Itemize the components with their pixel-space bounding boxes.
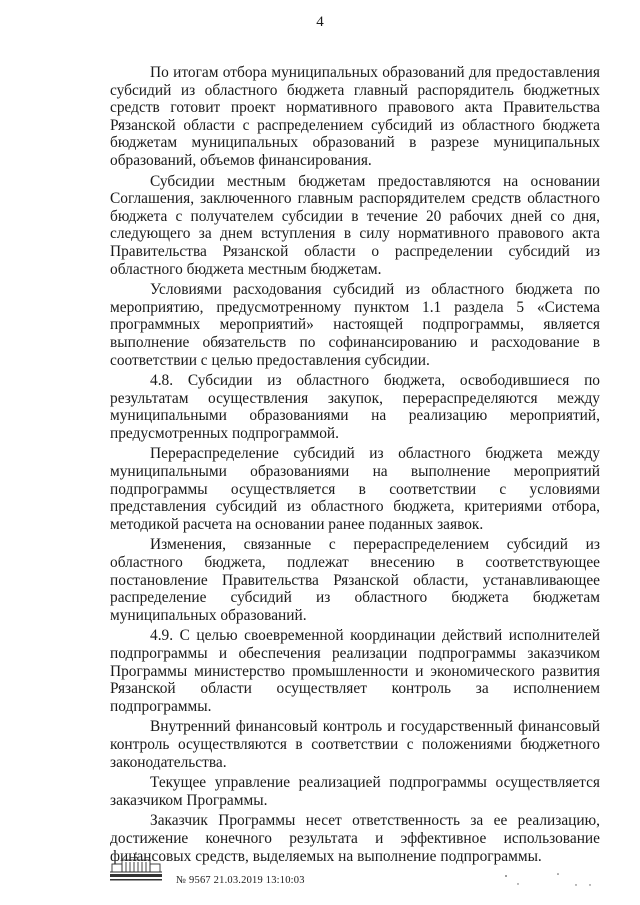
paragraph: Текущее управление реализацией подпрограммы осуществляется заказчиком Программы. — [110, 774, 600, 809]
paragraph: Заказчик Программы несет ответственность за ее реализацию, достижение конечного результата и эффективное использование финансовых средств, выделяемых на выполнение подпрограммы. — [110, 812, 600, 865]
paragraph: 4.9. С целью своевременной координации действий исполнителей подпрограммы и обеспечения реализации подпрограммы заказчиком Программы министерство промышленности и экономического развития Рязанской области осуществляет контроль за исполнением подпрограммы. — [110, 627, 600, 715]
government-building-logo — [108, 850, 164, 884]
paragraph: Внутренний финансовый контроль и государственный финансовый контроль осуществляются в соответствии с положениями бюджетного законодательства. — [110, 718, 600, 771]
paragraph: Субсидии местным бюджетам предоставляются на основании Соглашения, заключенного главным распорядителем средств областного бюджета с получателем субсидии в течение 20 рабочих дней со дня, следующего за днем вступления в силу нормативного правового акта Правительства Рязанской области о распределении субсидий из областного бюджета местным бюджетам. — [110, 172, 600, 278]
document-body — [110, 64, 600, 868]
document-registration-stamp: № 9567 21.03.2019 13:10:03 — [176, 875, 305, 886]
scan-artifact-dots — [500, 870, 630, 890]
paragraph: Условиями расходования субсидий из областного бюджета по мероприятию, предусмотренному пунктом 1.1 раздела 5 «Система программных мероприятий» настоящей подпрограммы, является выполнение обязательств по софинансированию и расходование в соответствии с целью предоставления субсидии. — [110, 281, 600, 369]
page-number: 4 — [316, 14, 324, 30]
paragraph: Изменения, связанные с перераспределением субсидий из областного бюджета, подлежат внесению в соответствующее постановление Правительства Рязанской области, устанавливающее распределение субсидий из областного бюджета бюджетам муниципальных образований. — [110, 536, 600, 624]
paragraph: По итогам отбора муниципальных образований для предоставления субсидий из областного бюджета главный распорядитель бюджетных средств готовит проект нормативного правового акта Правительства Рязанской области с распределением субсидий из областного бюджета бюджетам муниципальных образований в разрезе муниципальных образований, объемов финансирования. — [110, 64, 600, 169]
paragraph: Перераспределение субсидий из областного бюджета между муниципальными образованиями на выполнение мероприятий подпрограммы осуществляется в соответствии с условиями представления субсидий из областного бюджета, критериями отбора, методикой расчета на основании ранее поданных заявок. — [110, 445, 600, 533]
paragraph: 4.8. Субсидии из областного бюджета, освободившиеся по результатам осуществления закупок, перераспределяются между муниципальными образованиями на реализацию мероприятий, предусмотренных подпрограммой. — [110, 372, 600, 442]
